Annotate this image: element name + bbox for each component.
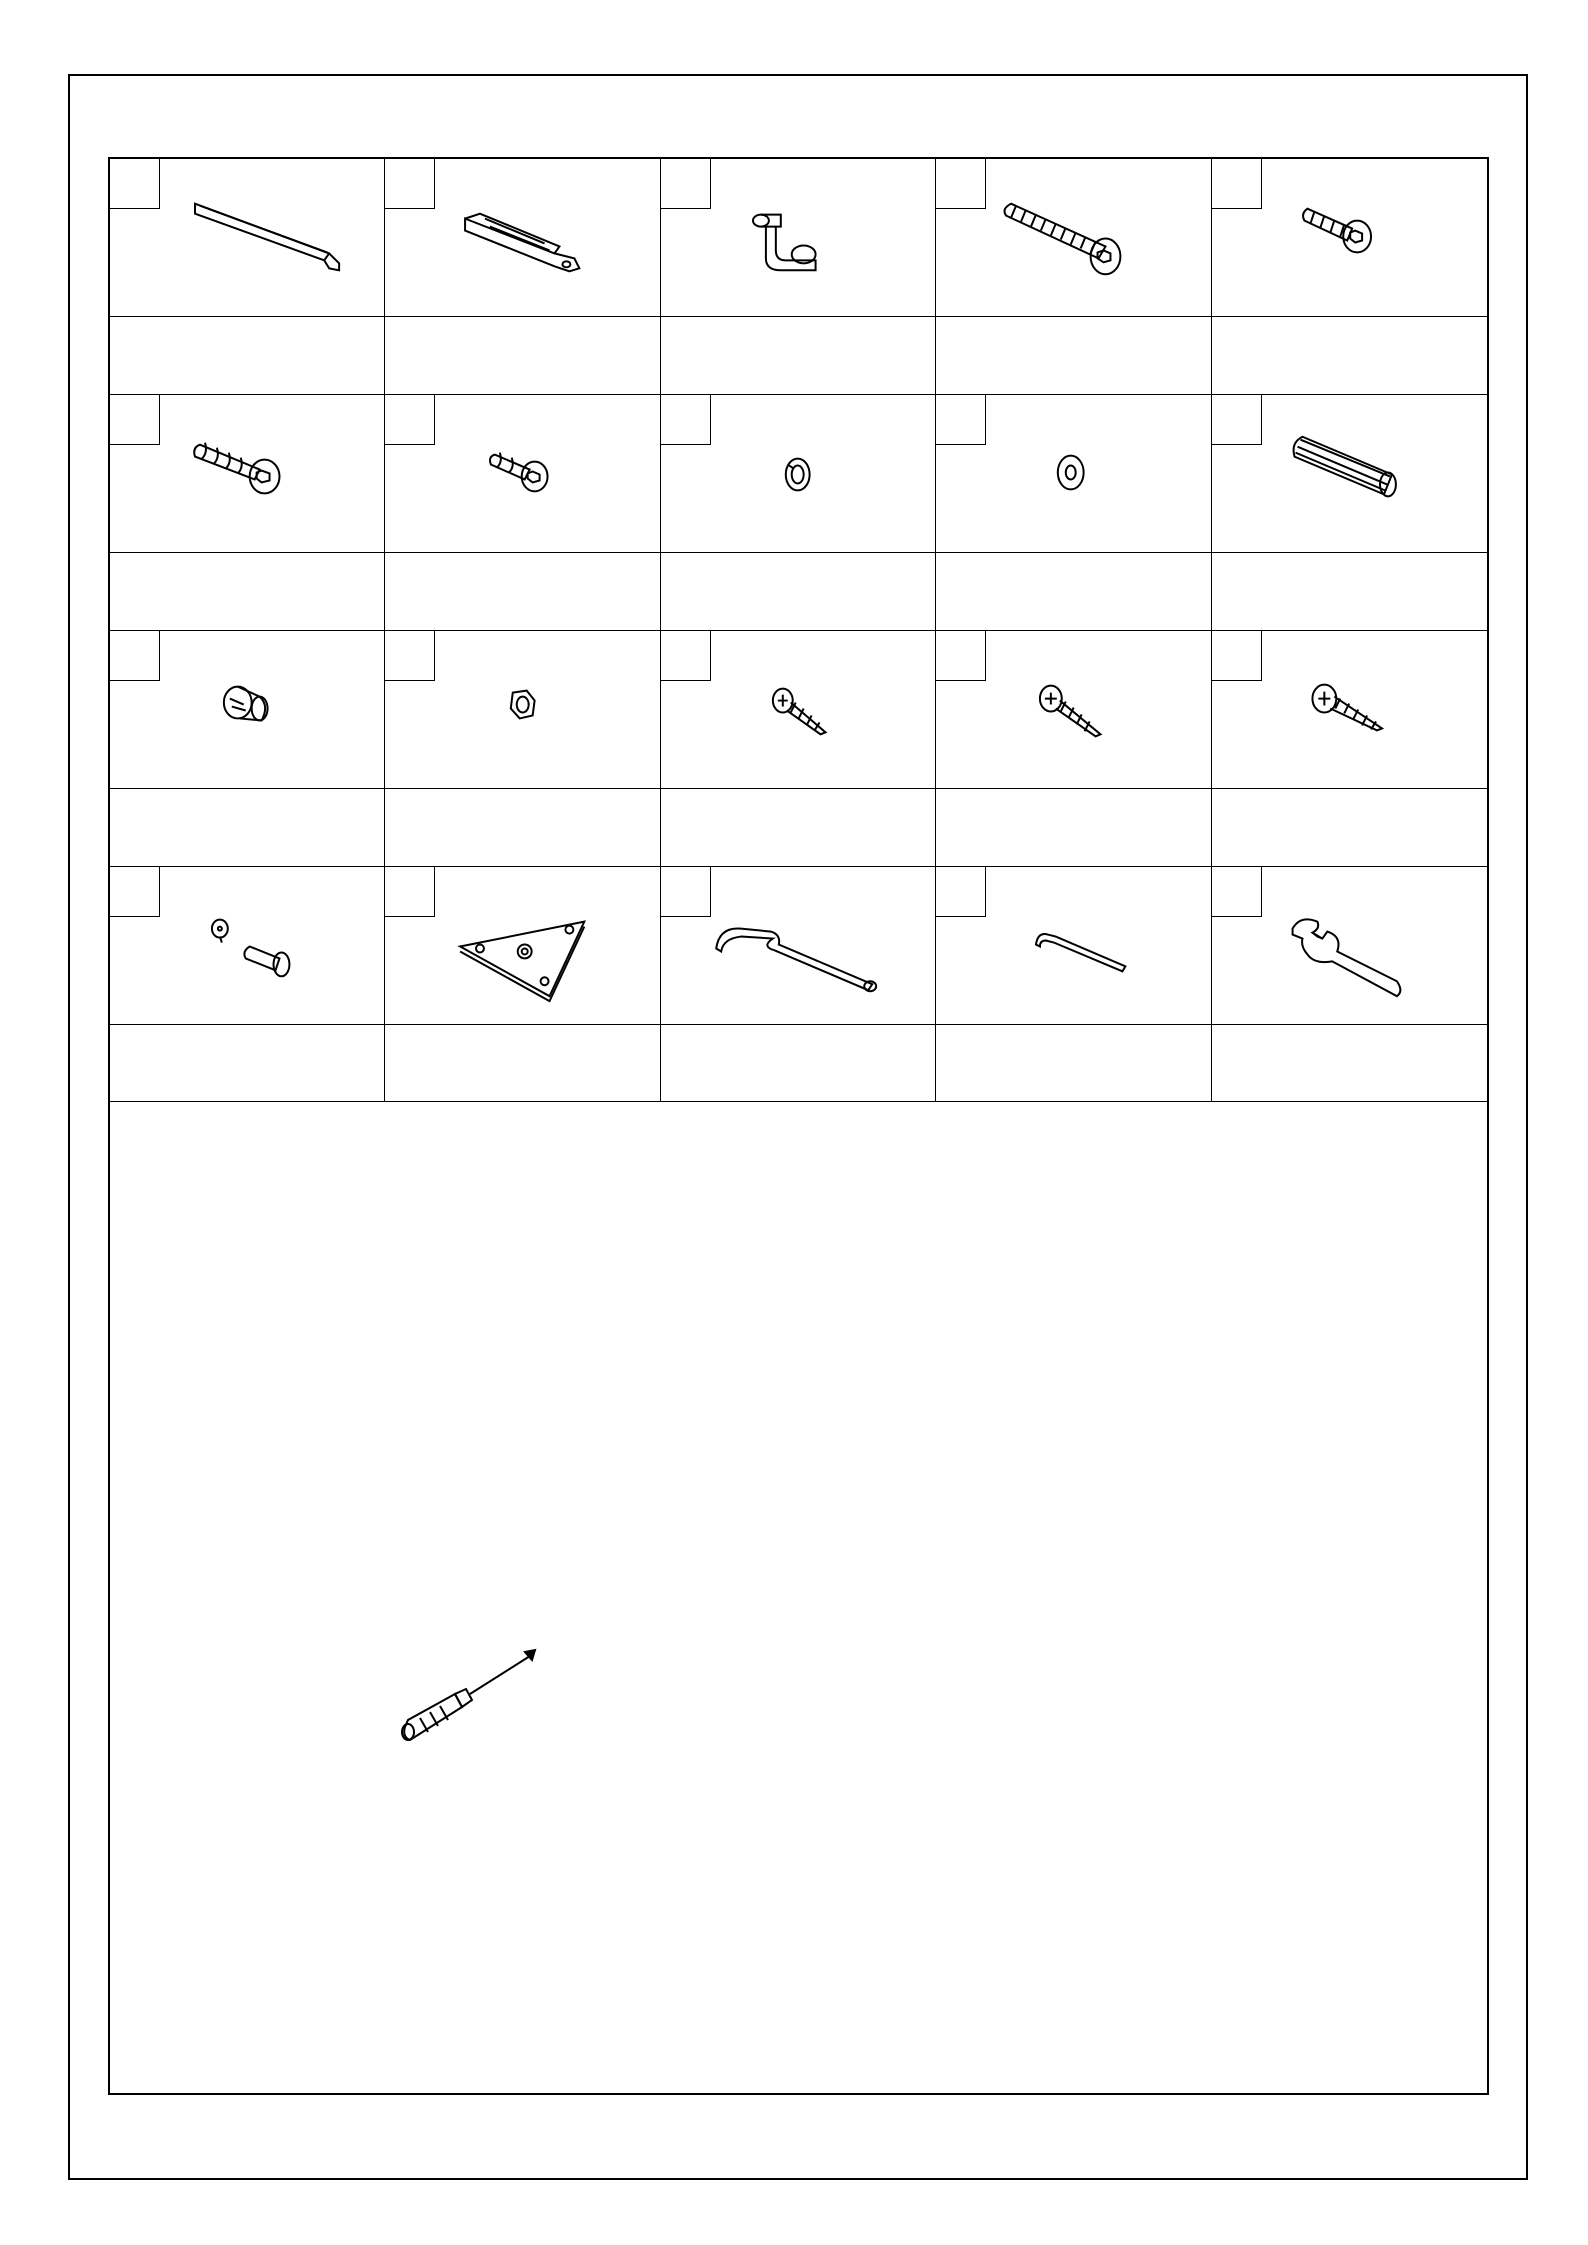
qty-cell (1212, 1025, 1487, 1102)
part-cell (661, 159, 936, 317)
wood-screw-medium-icon (936, 631, 1210, 788)
part-cell (1212, 395, 1487, 553)
connector-bolt-icon (110, 867, 384, 1024)
part-quantity (936, 1025, 1210, 1101)
part-cell (1212, 631, 1487, 789)
qty-cell (661, 1025, 936, 1102)
part-cell (385, 631, 660, 789)
spring-washer-icon (661, 395, 935, 552)
qty-cell (1212, 553, 1487, 631)
part-cell (110, 395, 385, 553)
part-quantity (936, 317, 1210, 394)
magnetic-catch-icon (385, 159, 659, 316)
part-cell (1212, 159, 1487, 317)
corner-plate-icon (385, 867, 659, 1024)
part-quantity (1212, 553, 1487, 630)
long-bolt-icon (936, 159, 1210, 316)
part-cell (936, 631, 1211, 789)
qty-cell (110, 789, 385, 867)
qty-cell (110, 553, 385, 631)
qty-cell (1212, 789, 1487, 867)
part-cell (385, 395, 660, 553)
flat-washer-icon (936, 395, 1210, 552)
cam-lock-icon (110, 631, 384, 788)
allen-key-large-icon (661, 867, 935, 1024)
wrench-icon (1212, 867, 1487, 1024)
qty-cell (1212, 317, 1487, 395)
part-quantity (1212, 317, 1487, 394)
part-cell (385, 159, 660, 317)
part-cell (1212, 867, 1487, 1025)
wooden-dowel-icon (1212, 395, 1487, 552)
part-quantity (385, 553, 659, 630)
qty-cell (385, 553, 660, 631)
qty-cell (661, 789, 936, 867)
handle-icon (110, 159, 384, 316)
qty-cell (661, 553, 936, 631)
hex-nut-icon (385, 631, 659, 788)
qty-cell (936, 553, 1211, 631)
part-quantity (110, 317, 384, 394)
part-quantity (936, 553, 1210, 630)
tools-area (110, 1102, 1487, 2093)
part-cell (110, 867, 385, 1025)
shelf-support-icon (661, 159, 935, 316)
qty-cell (936, 317, 1211, 395)
part-quantity (936, 789, 1210, 866)
part-quantity (661, 1025, 935, 1101)
part-quantity (385, 1025, 659, 1101)
part-cell (936, 867, 1211, 1025)
part-quantity (661, 553, 935, 630)
wood-screw-large-icon (1212, 631, 1487, 788)
part-cell (936, 159, 1211, 317)
part-cell (110, 631, 385, 789)
euro-screw-short-icon (385, 395, 659, 552)
qty-cell (110, 1025, 385, 1102)
part-quantity (110, 789, 384, 866)
parts-grid (110, 159, 1487, 1102)
part-quantity (110, 553, 384, 630)
qty-cell (661, 317, 936, 395)
qty-cell (385, 789, 660, 867)
part-quantity (1212, 789, 1487, 866)
part-quantity (661, 789, 935, 866)
part-quantity (110, 1025, 384, 1101)
qty-cell (936, 1025, 1211, 1102)
part-cell (661, 631, 936, 789)
short-bolt-icon (1212, 159, 1487, 316)
part-cell (661, 395, 936, 553)
euro-screw-long-icon (110, 395, 384, 552)
part-cell (936, 395, 1211, 553)
part-cell (110, 159, 385, 317)
allen-key-small-icon (936, 867, 1210, 1024)
qty-cell (385, 317, 660, 395)
part-quantity (385, 317, 659, 394)
qty-cell (936, 789, 1211, 867)
part-cell (385, 867, 660, 1025)
wood-screw-small-icon (661, 631, 935, 788)
hardware-list-frame (108, 157, 1489, 2095)
part-quantity (385, 789, 659, 866)
part-quantity (661, 317, 935, 394)
qty-cell (385, 1025, 660, 1102)
part-quantity (1212, 1025, 1487, 1101)
part-cell (661, 867, 936, 1025)
screwdriver-icon (400, 1642, 540, 1752)
qty-cell (110, 317, 385, 395)
